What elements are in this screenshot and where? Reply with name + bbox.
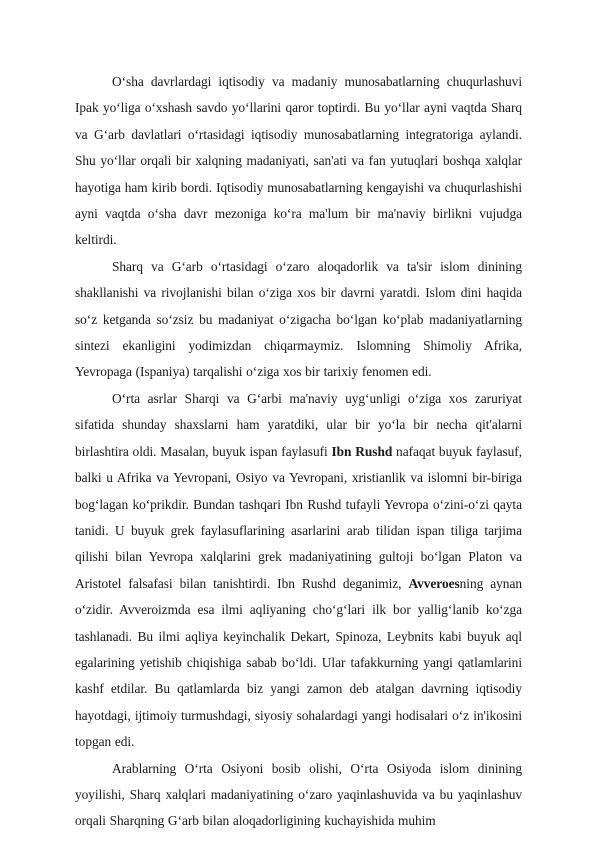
bold-name-ibn-rushd: Ibn Rushd (331, 443, 393, 459)
paragraph-3-text-b: nafaqat buyuk faylasuf, balki u Afrika va Yevropani, Osiyo va Yevropani, xristianlik va islomni bir-biriga bog‘lagan ko‘prikdir. Bundan tashqari Ibn Rushd tufayli Yevropa o‘zini-o‘zi qayta tanidi. U buyuk grek faylasuflarining asarlarini arab tilidan ispan tiliga tarjima qilishi bilan Yevropa xalqlarini grek madaniyatining gultoji bo‘lgan Platon va Aristotel falsafasi bilan tanishtirdi. Ibn Rushd deganimiz, (75, 443, 522, 591)
paragraph-3-text-a: O‘rta asrlar Sharqi va G‘arbi ma'naviy uyg‘unligi o‘ziga xos zaruriyat sifatida shunday shaxslarni ham yaratdiki, ular bir yo‘la bir necha qit'alarni birlashtira oldi. Masalan, buyuk ispan faylasufi (75, 390, 522, 459)
paragraph-4: Arablarning O‘rta Osiyoni bosib olishi, O‘rta Osiyoda islom dinining yoyilishi, Sharq xalqlari madaniyatining o‘zaro yaqinlashuvida va bu yaqinlashuv orqali Sharqning G‘arb bilan aloqadorligining kuchayishida muhim (75, 760, 522, 829)
paragraph-3 (75, 386, 522, 756)
bold-name-avveroes: Avveroes (408, 575, 460, 591)
paragraph-2: Sharq va G‘arb o‘rtasidagi o‘zaro aloqadorlik va ta'sir islom dinining shakllanishi va rivojlanishi bilan o‘ziga xos bir davrni yaratdi. Islom dini haqida so‘z ketganda so‘zsiz bu madaniyat o‘zigacha bo‘lgan ko‘plab madaniyatlarning sintezi ekanligini yodimizdan chiqarmaymiz. Islomning Shimoliy Afrika, Yevropaga (Ispaniya) tarqalishi o‘ziga xos bir tarixiy fenomen edi. (75, 258, 522, 380)
paragraph-3-text-c: ning aynan o‘zidir. Avveroizmda esa ilmi aqliyaning cho‘g‘lari ilk bor yallig‘lanib ko‘zga tashlanadi. Bu ilmi aqliya keyinchalik Dekart, Spinoza, Leybnits kabi buyuk aql egalarining yetishib chiqishiga sabab bo‘ldi. Ular tafakkurning yangi qatlamlarini kashf etdilar. Bu qatlamlarda biz yangi zamon deb atalgan davrning iqtisodiy hayotdagi, ijtimoiy turmushdagi, siyosiy sohalardagi yangi hodisalari o‘z in'ikosini topgan edi. (75, 575, 522, 750)
paragraph-1: O‘sha davrlardagi iqtisodiy va madaniy munosabatlarning chuqurlashuvi Ipak yo‘liga o‘xshash savdo yo‘llarini qaror toptirdi. Bu yo‘llar ayni vaqtda Sharq va G‘arb davlatlari o‘rtasidagi iqtisodiy munosabatlarning integratoriga aylandi. Shu yo‘llar orqali bir xalqning madaniyati, san'ati va fan yutuqlari boshqa xalqlar hayotiga ham kirib bordi. Iqtisodiy munosabatlarning kengayishi va chuqurlashishi ayni vaqtda o‘sha davr mezoniga ko‘ra ma'lum bir ma'naviy birlikni vujudga keltirdi. (75, 74, 522, 248)
